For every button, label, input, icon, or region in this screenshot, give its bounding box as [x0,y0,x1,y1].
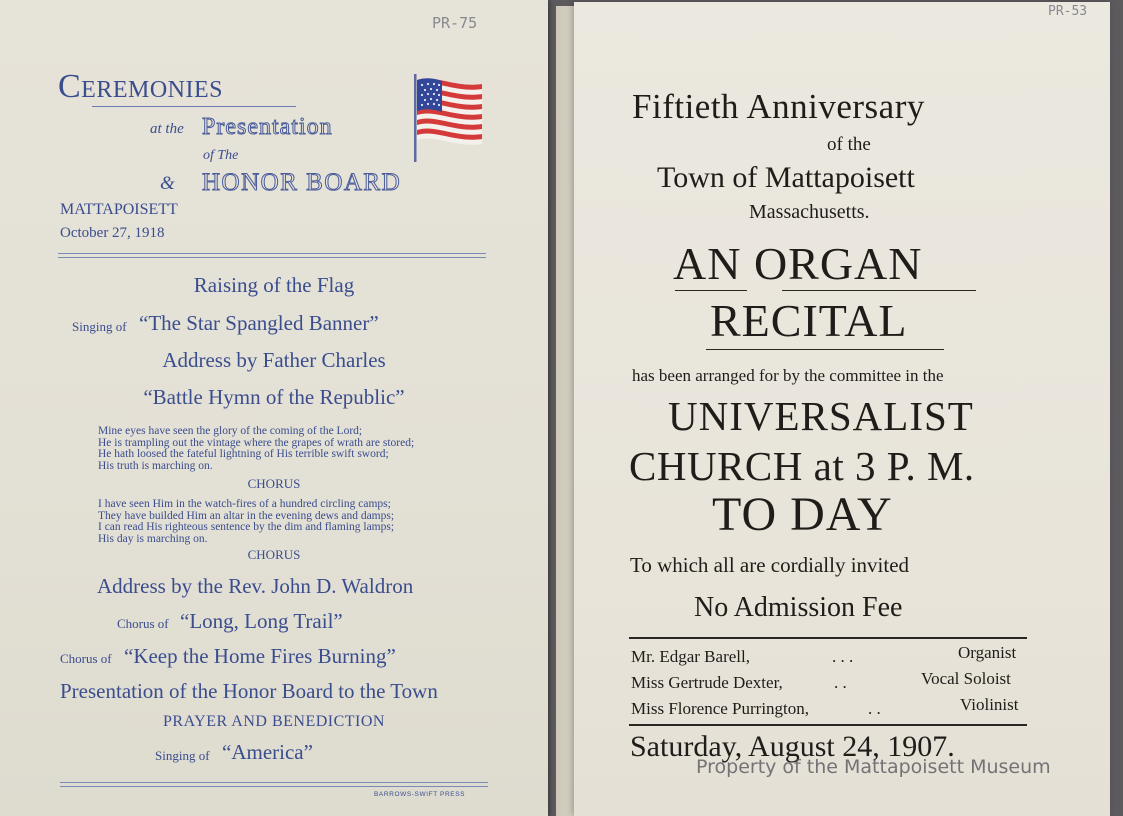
heading-underline [92,106,296,107]
heading-ceremonies: Ceremonies [58,68,224,105]
stanza-line: They have builded Him an altar in the evening dews and damps; [98,509,395,522]
performer-dots: . . . [832,647,854,666]
underline-recital [706,349,944,350]
singing-of-label: Singing of [72,319,127,334]
stanza-line: Mine eyes have seen the glory of the coming of the Lord; [98,425,363,437]
place-text: MATTAPOISETT [60,201,178,218]
battle-hymn-title: “Battle Hymn of the Republic” [143,385,405,409]
today-heading: TO DAY [712,488,893,541]
stanza-line: He hath loosed the fateful lightning of His terrible swift sword; [98,448,389,461]
stanza-one [98,426,414,472]
printer-credit: BARROWS-SWIFT PRESS [374,791,466,798]
presentation-heading: Presentation [202,114,333,140]
honor-board-heading: HONOR BOARD [202,169,402,196]
invitation-text: To which all are cordially invited [630,553,910,577]
performer-role: Vocal Soloist [921,669,1011,688]
of-the-text: of the [827,134,871,155]
chorus-label: CHORUS [247,476,301,491]
catalog-mark-left: PR-75 [432,14,478,32]
address-father-charles: Address by Father Charles [162,348,386,372]
stanza-two [98,499,394,545]
at-the-text: at the [150,121,184,137]
program-date: October 27, 1918 [60,225,165,241]
stanza-line: I have seen Him in the watch-fires of a hundred circling camps; [98,498,391,510]
chorus-of-label: Chorus of [117,616,169,631]
event-date: Saturday, August 24, 1907. [630,730,955,763]
an-organ-heading: AN ORGAN [673,238,923,289]
star-spangled-banner: “The Star Spangled Banner” [139,311,379,335]
organ-recital-flyer [574,2,1110,816]
performer-role: Organist [958,643,1017,662]
of-the-text: of The [203,148,239,163]
performer-name: Miss Gertrude Dexter, [631,673,783,692]
stanza-line: He is trampling out the vintage where the grapes of wrath are stored; [98,436,415,449]
header-divider [58,253,486,258]
raising-of-flag: Raising of the Flag [193,273,355,297]
chorus-label: CHORUS [247,547,301,562]
universalist-heading: UNIVERSALIST [668,393,974,439]
presentation-honor-board: Presentation of the Honor Board to the Town [60,679,438,703]
singing-of-label: Singing of [155,748,210,763]
underline-organ [782,290,976,291]
museum-watermark: Property of the Mattapoisett Museum [696,756,1051,778]
america-song: “America” [222,740,313,764]
performers-bottom-rule [629,724,1027,726]
chorus-of-label: Chorus of [60,651,112,666]
stanza-line: His day is marching on. [98,532,208,545]
ceremonies-program [0,0,548,816]
stanza-line: His truth is marching on. [98,459,213,472]
underline-an [675,290,747,291]
prayer-and-benediction: PRAYER AND BENEDICTION [163,713,385,730]
catalog-mark-right: PR-53 [1048,4,1088,19]
recital-heading: RECITAL [710,295,908,346]
performers-top-rule [629,637,1027,639]
long-long-trail: “Long, Long Trail” [180,609,343,633]
performer-dots: . . [834,673,847,692]
keep-home-fires-burning: “Keep the Home Fires Burning” [124,644,396,668]
state-name: Massachusetts. [749,201,870,223]
performer-name: Miss Florence Purrington, [631,699,810,718]
church-time-heading: CHURCH at 3 P. M. [629,443,975,489]
flyer-title: Fiftieth Anniversary [632,87,925,126]
no-admission-fee: No Admission Fee [694,592,903,623]
town-name: Town of Mattapoisett [657,161,915,194]
performer-dots: . . [868,699,881,718]
address-rev-waldron: Address by the Rev. John D. Waldron [97,574,414,598]
footer-divider [60,782,488,787]
ampersand: & [160,173,175,194]
arranged-text: has been arranged for by the committee in the [632,366,944,385]
performer-name: Mr. Edgar Barell, [631,647,750,666]
american-flag-icon [410,72,486,164]
stanza-line: I can read His righteous sentence by the dim and flaming lamps; [98,521,395,534]
performer-role: Violinist [960,695,1019,714]
